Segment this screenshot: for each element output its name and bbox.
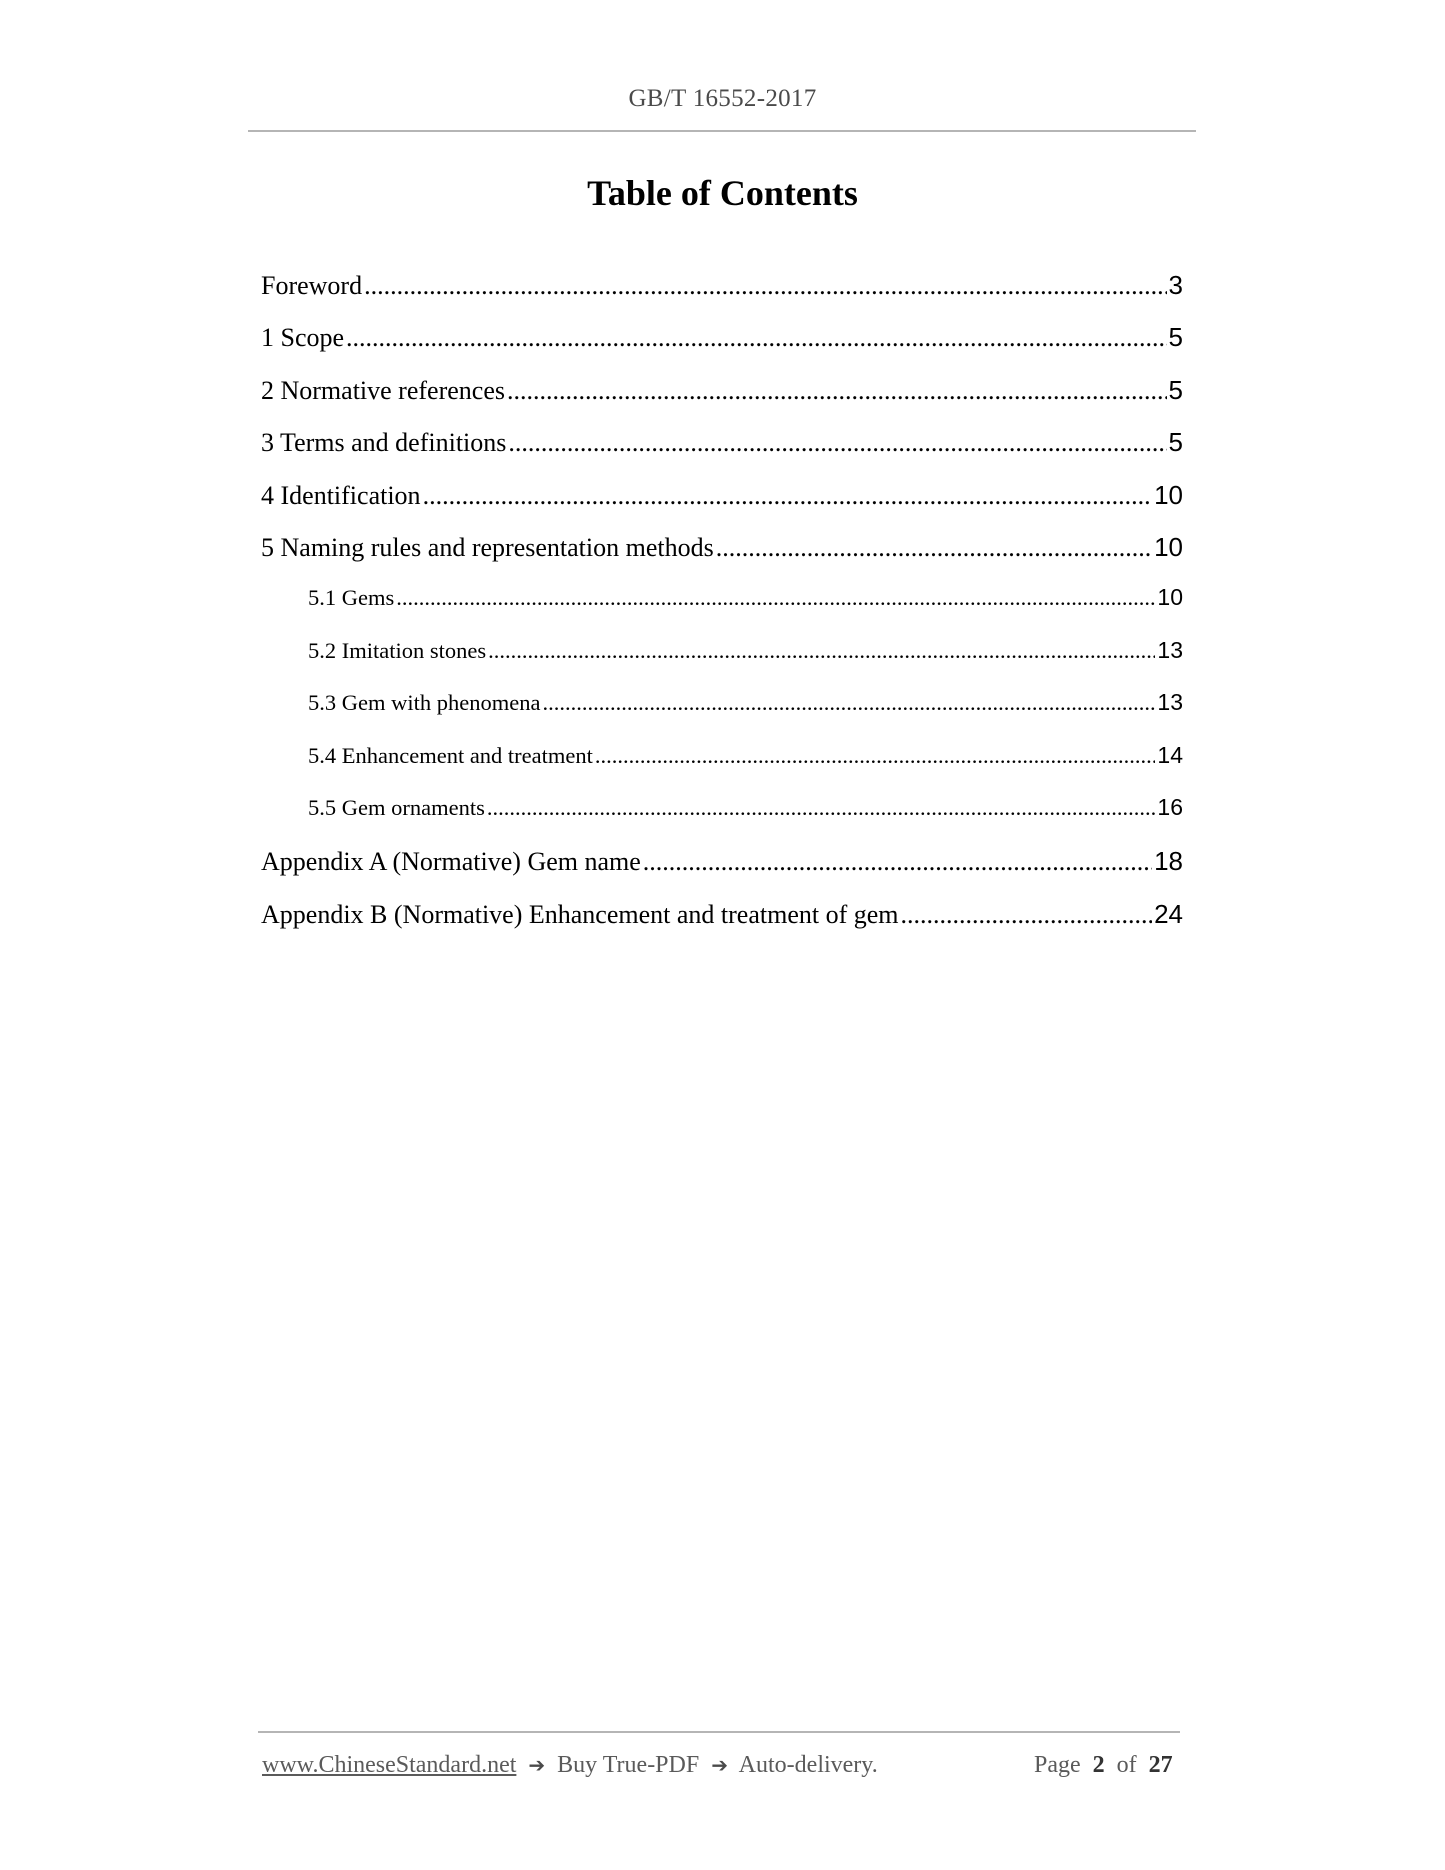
toc-entry-label: 2 Normative references	[261, 375, 505, 405]
toc-entry-normative-references[interactable]	[261, 375, 1183, 427]
toc-entry-appendix-b[interactable]	[261, 899, 1183, 951]
toc-entry-page: 10	[1154, 479, 1183, 510]
header-divider	[248, 130, 1196, 132]
toc-entry-label: Appendix B (Normative) Enhancement and treatment of gem	[261, 899, 899, 929]
right-arrow-icon: ➔	[711, 1753, 728, 1777]
dot-leader	[507, 376, 1167, 406]
page-number	[1034, 1752, 1173, 1779]
toc-entry-page: 5	[1168, 427, 1183, 458]
toc-entry-label: Foreword	[261, 271, 363, 300]
table-of-contents	[261, 270, 1183, 951]
dot-leader	[542, 690, 1155, 716]
dot-leader	[508, 428, 1166, 458]
page-word: Page	[1034, 1752, 1081, 1778]
website-link[interactable]: www.ChineseStandard.net	[262, 1752, 517, 1778]
toc-entry-page: 13	[1157, 636, 1183, 663]
toc-entry-page: 3	[1168, 270, 1183, 300]
toc-entry-page: 5	[1168, 374, 1183, 405]
toc-entry-label: 5.2 Imitation stones	[308, 637, 487, 663]
toc-entry-gem-ornaments[interactable]	[261, 794, 1183, 846]
right-arrow-icon: ➔	[528, 1753, 546, 1777]
toc-entry-page: 16	[1157, 793, 1183, 820]
toc-entry-label: 5.3 Gem with phenomena	[308, 690, 541, 716]
toc-entry-appendix-a[interactable]	[261, 846, 1183, 898]
toc-entry-label: Appendix A (Normative) Gem name	[261, 847, 641, 877]
toc-entry-label: 4 Identification	[261, 480, 421, 510]
dot-leader	[364, 271, 1166, 301]
toc-entry-page: 10	[1157, 584, 1183, 611]
of-word: of	[1116, 1752, 1137, 1778]
toc-entry-naming-rules[interactable]	[261, 532, 1183, 584]
toc-entry-foreword[interactable]	[261, 270, 1183, 322]
toc-entry-enhancement-and-treatment[interactable]	[261, 742, 1183, 794]
buy-true-pdf-text: Buy True-PDF	[557, 1752, 700, 1778]
toc-entry-label: 1 Scope	[261, 323, 345, 353]
toc-entry-page: 10	[1154, 531, 1183, 562]
dot-leader	[716, 533, 1152, 563]
toc-entry-terms-and-definitions[interactable]	[261, 427, 1183, 479]
toc-entry-label: 5.4 Enhancement and treatment	[308, 742, 593, 768]
toc-entry-identification[interactable]	[261, 480, 1183, 532]
dot-leader	[488, 638, 1155, 664]
toc-entry-label: 3 Terms and definitions	[261, 428, 507, 458]
toc-entry-scope[interactable]	[261, 322, 1183, 374]
toc-entry-page: 14	[1157, 741, 1183, 768]
footer-promo	[262, 1752, 878, 1779]
toc-entry-page: 24	[1154, 898, 1183, 929]
toc-entry-page: 18	[1154, 846, 1183, 877]
page-current: 2	[1092, 1752, 1105, 1778]
dot-leader	[423, 481, 1153, 511]
dot-leader	[396, 585, 1155, 611]
toc-entry-page: 13	[1157, 689, 1183, 716]
page-total: 27	[1148, 1752, 1173, 1778]
dot-leader	[487, 795, 1156, 821]
toc-entry-label: 5.1 Gems	[308, 585, 395, 611]
dot-leader	[643, 847, 1152, 877]
toc-entry-page: 5	[1168, 322, 1183, 353]
auto-delivery-text: Auto-delivery.	[738, 1752, 878, 1778]
dot-leader	[595, 743, 1156, 769]
footer-divider	[258, 1731, 1180, 1733]
toc-entry-gem-with-phenomena[interactable]	[261, 689, 1183, 741]
toc-entry-label: 5.5 Gem ornaments	[308, 794, 485, 820]
toc-entry-gems[interactable]	[261, 584, 1183, 636]
dot-leader	[901, 900, 1153, 930]
dot-leader	[346, 323, 1166, 353]
running-header: GB/T 16552-2017	[628, 85, 817, 112]
toc-entry-imitation-stones[interactable]	[261, 637, 1183, 689]
toc-entry-label: 5 Naming rules and representation methods	[261, 532, 714, 562]
page-title: Table of Contents	[587, 173, 858, 213]
